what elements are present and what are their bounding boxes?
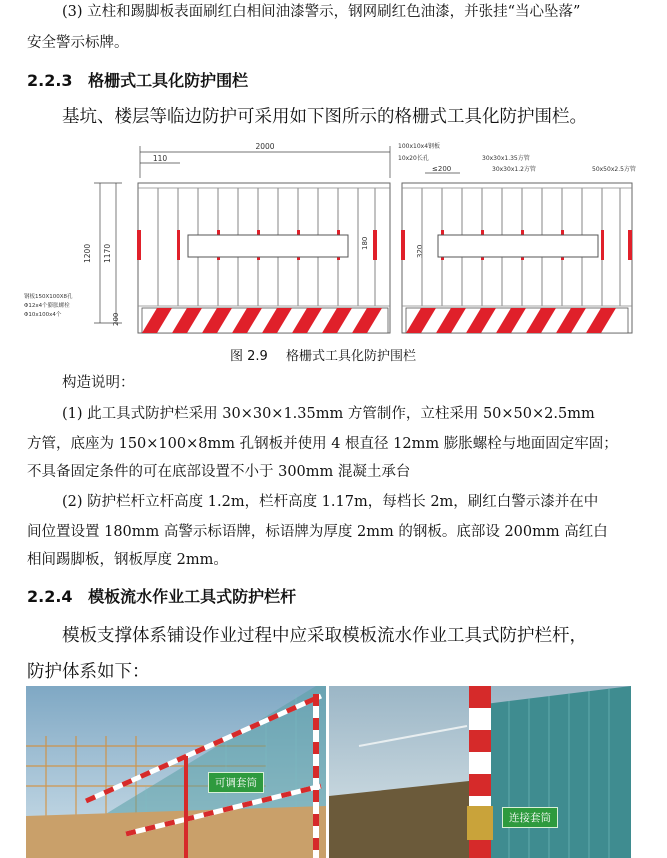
- dim-200: 200: [112, 312, 120, 326]
- note-base-1: 钢板150X100X8孔: [24, 294, 73, 300]
- label-adjustable-sleeve: 可调套筒: [208, 772, 264, 793]
- intro-paragraph: 防护体系如下：: [27, 662, 150, 682]
- dim-le200: ≤200: [432, 165, 452, 173]
- section-heading: [27, 584, 296, 607]
- photo-connecting-sleeve: [329, 686, 631, 858]
- photo-adjustable-sleeve: [26, 686, 326, 858]
- section-heading: [27, 68, 248, 91]
- fence-panel-left: [137, 183, 390, 333]
- construction-line: 间位置设置 180mm 高警示标语牌，标语牌为厚度 2mm 的钢板。底部设 200mm 高红白: [27, 524, 608, 540]
- construction-line: 相间踢脚板，钢板厚度 2mm。: [27, 552, 228, 568]
- paragraph-line: 安全警示标牌。: [27, 35, 129, 51]
- paragraph-line: (3) 立柱和踢脚板表面刷红白相间油漆警示，钢网刷红色油漆，并张挂“当心坠落”: [62, 4, 581, 20]
- dim-1200: 1200: [83, 243, 92, 263]
- note-base-2: Φ12x4个膨胀螺栓: [24, 303, 70, 309]
- note-tube1: 30x30x1.35方管: [482, 155, 530, 162]
- dim-110: 110: [152, 154, 168, 163]
- note-bolt: 10x20长孔: [398, 155, 429, 162]
- note-tube3: 50x50x2.5方管: [592, 166, 636, 173]
- section-title: 格栅式工具化防护围栏: [88, 71, 249, 90]
- dim-180: 180: [361, 236, 369, 250]
- fence-drawing: [20, 138, 660, 338]
- note-base-3: Φ10x100x4个: [24, 312, 62, 318]
- construction-line: 方管，底座为 150×100×8mm 孔钢板并使用 4 根直径 12mm 膨胀螺栓与地面固定牢固；: [27, 436, 618, 452]
- dim-total: 2000: [255, 142, 275, 151]
- figure-title: 格栅式工具化防护围栏: [285, 349, 416, 364]
- construction-line: (1) 此工具式防护栏采用 30×30×1.35mm 方管制作，立柱采用 50×50×2.5mm: [62, 406, 595, 422]
- figure-caption: [230, 345, 416, 364]
- figure-number: 图 2.9: [230, 349, 268, 364]
- section-title: 模板流水作业工具式防护栏杆: [88, 587, 297, 606]
- intro-paragraph: 模板支撑体系铺设作业过程中应采取模板流水作业工具式防护栏杆，: [62, 626, 587, 646]
- fence-panel-right: [401, 183, 632, 333]
- section-number: 2.2.4: [27, 587, 73, 606]
- note-plate: 100x10x4钢板: [398, 143, 441, 150]
- intro-paragraph: 基坑、楼层等临边防护可采用如下图所示的格栅式工具化防护围栏。: [62, 107, 587, 127]
- construction-line: 不具备固定条件的可在底部设置不小于 300mm 混凝土承台: [27, 464, 411, 480]
- construction-heading: 构造说明：: [62, 375, 135, 391]
- dim-320: 320: [416, 244, 424, 258]
- label-connecting-sleeve: 连接套筒: [502, 807, 558, 828]
- construction-line: (2) 防护栏杆立杆高度 1.2m，栏杆高度 1.17m，每档长 2m，刷红白警示漆并在中: [62, 494, 599, 510]
- note-tube2: 30x30x1.2方管: [492, 166, 536, 173]
- dim-1170: 1170: [103, 243, 112, 263]
- section-number: 2.2.3: [27, 71, 73, 90]
